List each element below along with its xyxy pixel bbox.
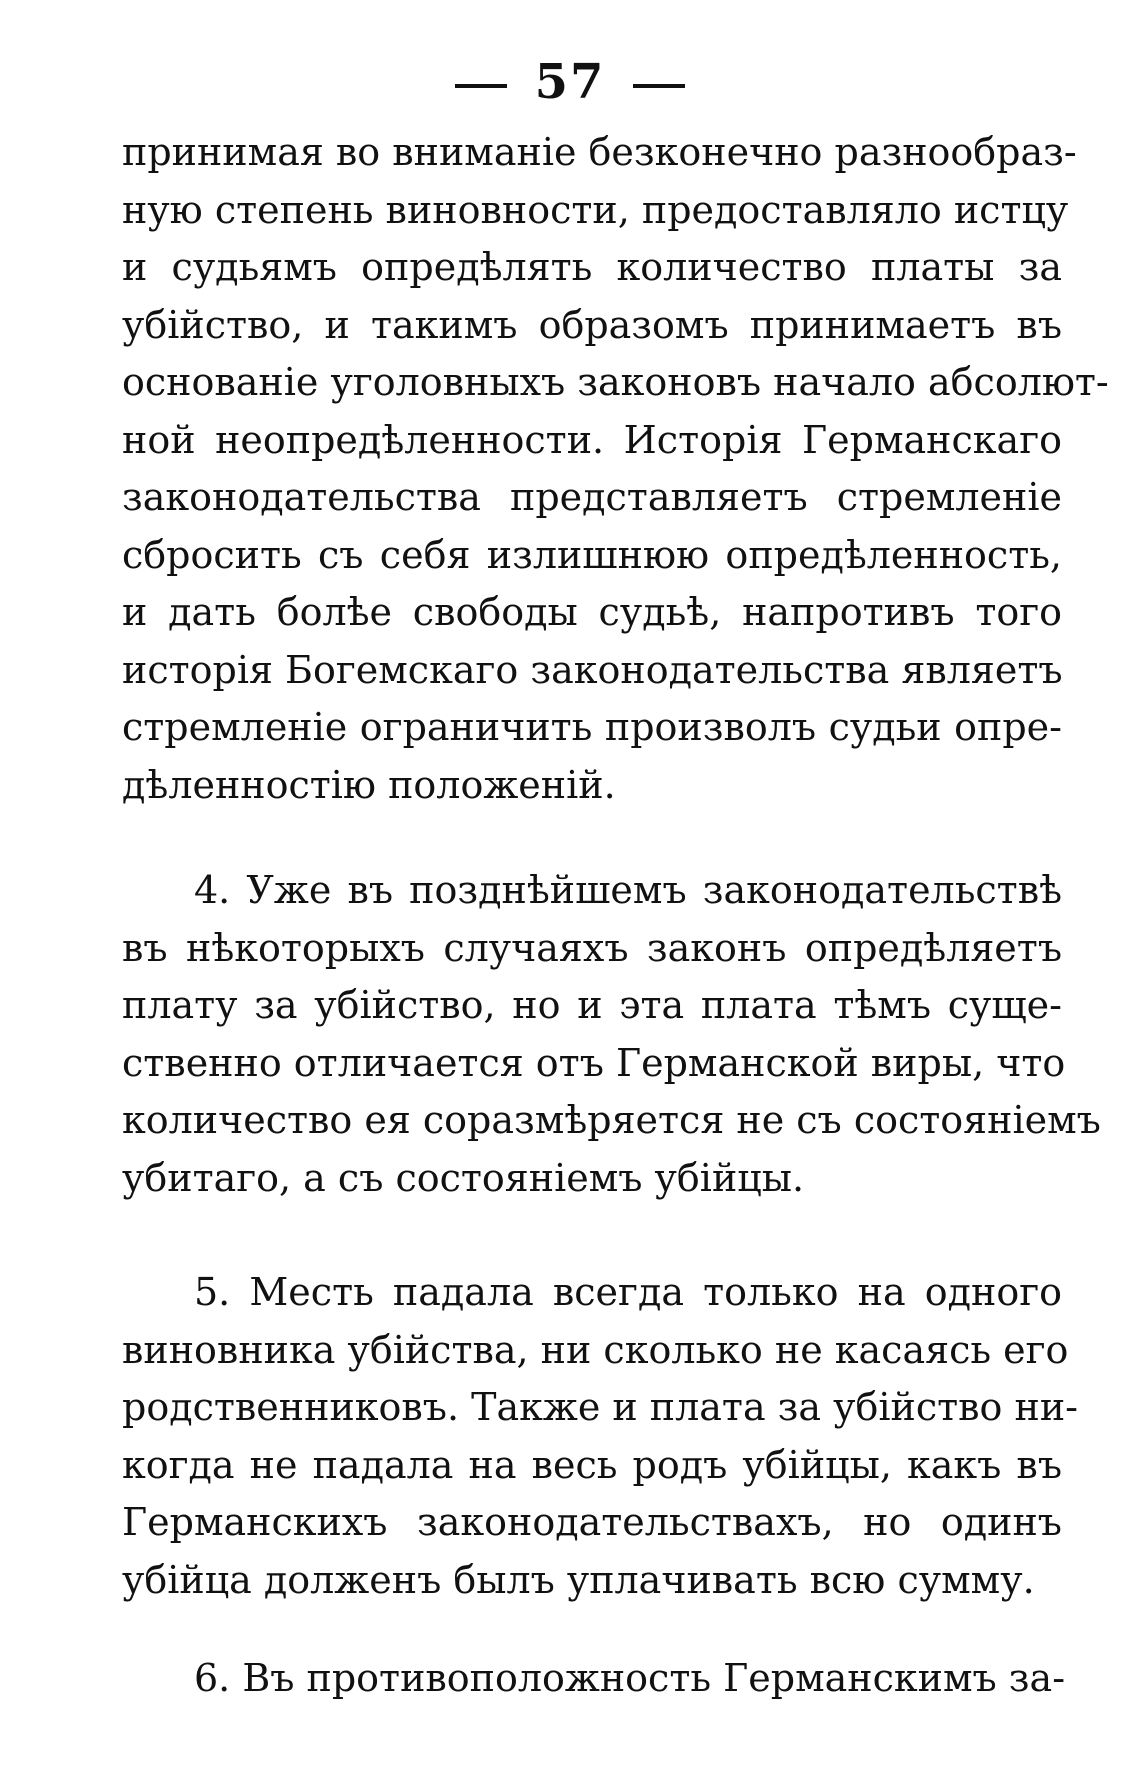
text-line: 5. Месть падала всегда только на одного — [194, 1270, 1062, 1314]
text-line: убитаго, а съ состояніемъ убійцы. — [122, 1155, 805, 1200]
text-line: сбросить съ себя излишнюю опредѣленность, — [122, 532, 1062, 577]
text-line: убійство, и такимъ образомъ принимаетъ въ — [122, 302, 1062, 347]
text-line: плату за убійство, но и эта плата тѣмъ суще- — [122, 983, 1062, 1027]
page-header — [0, 52, 1140, 112]
text-line: виновника убійства, ни сколько не касаясь его — [122, 1327, 1069, 1372]
header-dash-left — [455, 84, 507, 88]
text-line: и судьямъ опредѣлять количество платы за — [122, 245, 1062, 289]
page-number: 57 — [534, 54, 606, 110]
text-line: 6. Въ противоположность Германскимъ за- — [194, 1656, 1066, 1700]
text-line: когда не падала на весь родъ убійцы, какъ въ — [122, 1442, 1062, 1487]
text-line: основаніе уголовныхъ законовъ начало абсолют- — [122, 360, 1109, 404]
text-line: дѣленностію положеній. — [122, 762, 616, 807]
text-line: количество ея соразмѣряется не съ состояніемъ — [122, 1098, 1101, 1142]
text-line: ную степень виновности, предоставляло истцу — [122, 187, 1069, 232]
text-line: стремленіе ограничить произволъ судьи опре- — [122, 705, 1062, 749]
text-line: убійца долженъ былъ уплачивать всю сумму. — [122, 1557, 1035, 1602]
paragraph-continuation — [122, 124, 1109, 814]
header-dash-right — [633, 84, 685, 88]
text-line: 4. Уже въ позднѣйшемъ законодательствѣ — [194, 868, 1062, 912]
paragraph-section-5 — [122, 1264, 1079, 1609]
text-line: ной неопредѣленности. Исторія Германскаго — [122, 417, 1062, 462]
text-line: законодательства представляетъ стремленіе — [122, 475, 1062, 519]
text-line: Германскихъ законодательствахъ, но одинъ — [122, 1500, 1062, 1544]
text-line: ственно отличается отъ Германской виры, что — [122, 1040, 1066, 1085]
text-line: исторія Богемскаго законодательства являетъ — [122, 647, 1063, 692]
text-line: родственниковъ. Также и плата за убійство ни- — [122, 1385, 1079, 1429]
text-line: принимая во вниманіе безконечно разнообраз- — [122, 130, 1077, 174]
text-line: и дать болѣе свободы судьѣ, напротивъ того — [122, 590, 1062, 634]
paragraph-section-6 — [122, 1650, 1066, 1708]
paragraph-section-4 — [122, 862, 1101, 1207]
text-line: въ нѣкоторыхъ случаяхъ законъ опредѣляетъ — [122, 925, 1062, 970]
